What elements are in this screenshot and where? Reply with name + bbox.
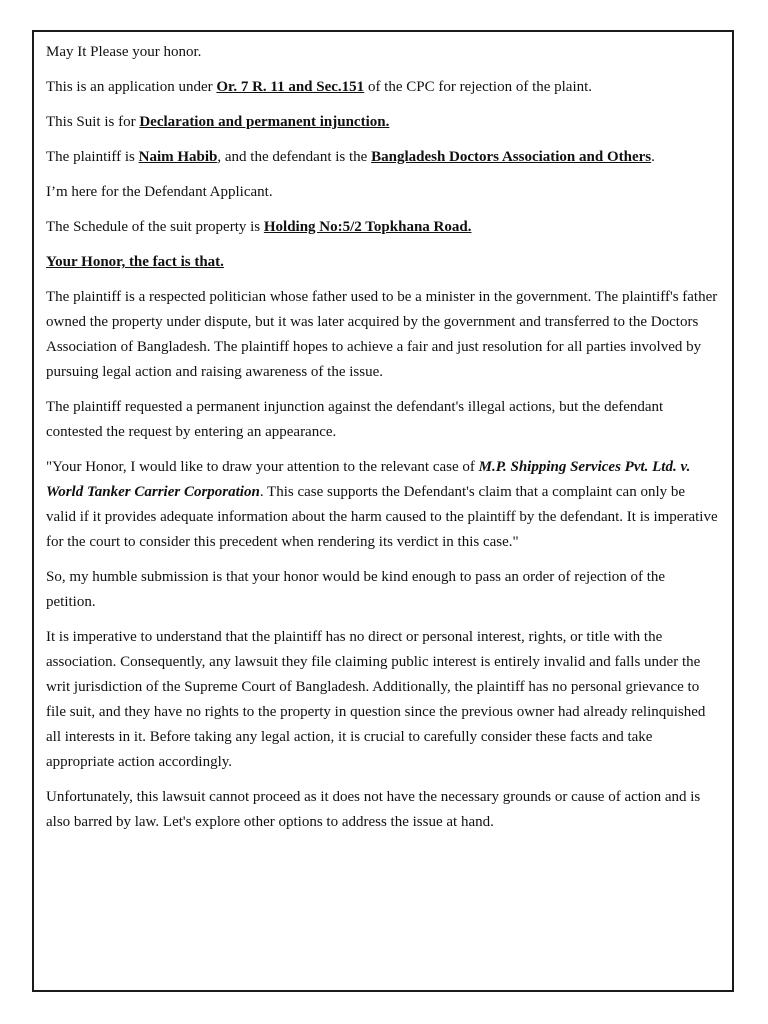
- suit-type-text: This Suit is for: [46, 114, 140, 130]
- application-text: This is an application under: [46, 79, 217, 95]
- parties-text-end: .: [651, 149, 655, 165]
- property-address: Holding No:5/2 Topkhana Road.: [263, 219, 472, 235]
- property-schedule-statement: [46, 215, 718, 240]
- argument-paragraph: It is imperative to understand that the plaintiff has no direct or personal interest, rights, or title with the association. Consequently, any lawsuit they file claiming public interest is entirely invalid and falls under the writ jurisdiction of the Supreme Court of Bangladesh. Additionally, the plaintiff has no personal grievance to file suit, and they have no rights to the property in question since the previous owner had already relinquished all interests in it. Before taking any legal action, it is crucial to carefully consider these facts and take appropriate action accordingly.: [46, 629, 706, 770]
- submission-paragraph: So, my humble submission is that your honor would be kind enough to pass an order of rejection of the petition.: [46, 569, 666, 610]
- parties-text: The plaintiff is: [46, 149, 139, 165]
- parties-statement: [46, 145, 718, 170]
- facts-heading-text: Your Honor, the fact is that.: [46, 254, 224, 270]
- injunction-paragraph: The plaintiff requested a permanent injunction against the defendant's illegal actions, but the defendant contested the request by entering an appearance.: [46, 399, 664, 440]
- conclusion-paragraph: Unfortunately, this lawsuit cannot proceed as it does not have the necessary grounds or cause of action and is also barred by law. Let's explore other options to address the issue at hand.: [46, 789, 701, 830]
- precedent-paragraph: [46, 455, 718, 555]
- salutation: May It Please your honor.: [46, 44, 202, 60]
- representation-statement: I’m here for the Defendant Applicant.: [46, 184, 273, 200]
- legal-provision-ref: Or. 7 R. 11 and Sec.151: [216, 79, 365, 95]
- precedent-text-end: . This case supports the Defendant's claim that a complaint can only be valid if it provides adequate information about the harm caused to the plaintiff by the defendant. It is imperative for the court to consider this precedent when rendering its verdict in this case.": [46, 484, 718, 550]
- application-text-end: of the CPC for rejection of the plaint.: [364, 79, 593, 95]
- facts-heading: [46, 250, 718, 275]
- application-statement: [46, 75, 718, 100]
- property-text: The Schedule of the suit property is: [46, 219, 264, 235]
- precedent-text: "Your Honor, I would like to draw your attention to the relevant case of: [46, 459, 479, 475]
- facts-paragraph: The plaintiff is a respected politician whose father used to be a minister in the government. The plaintiff's father owned the property under dispute, but it was later acquired by the government and transferred to the Doctors Association of Bangladesh. The plaintiff hopes to achieve a fair and just resolution for all parties involved by pursuing legal action and raising awareness of the issue.: [46, 289, 718, 380]
- defendant-name: Bangladesh Doctors Association and Others: [371, 149, 652, 165]
- case-citation: M.P. Shipping Services Pvt. Ltd. v. World Tanker Carrier Corporation: [46, 459, 691, 500]
- plaintiff-name: Naim Habib: [138, 149, 218, 165]
- suit-type-statement: [46, 110, 718, 135]
- suit-type-ref: Declaration and permanent injunction.: [139, 114, 390, 130]
- document-body: [46, 40, 718, 845]
- parties-text-middle: , and the defendant is the: [217, 149, 372, 165]
